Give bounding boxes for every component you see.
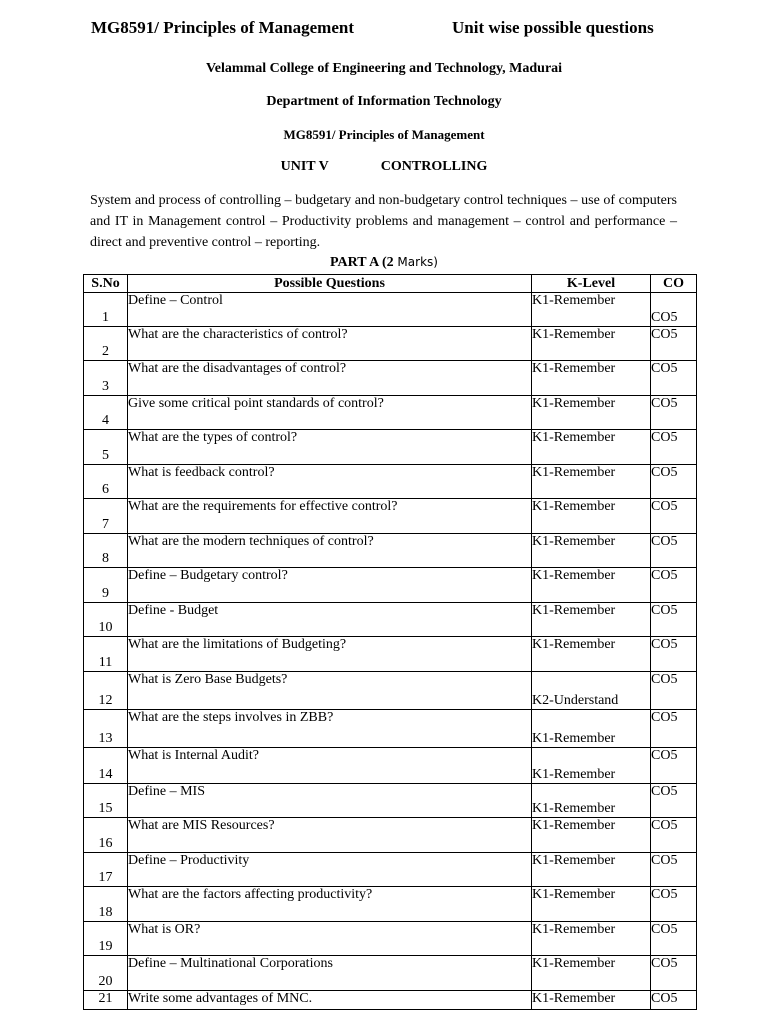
row-question: Define – Multinational Corporations [128, 956, 532, 991]
unit-number: UNIT V [280, 159, 329, 174]
row-sno: 21 [84, 991, 128, 1010]
row-co: CO5 [651, 396, 697, 430]
row-question: Define – Budgetary control? [128, 568, 532, 603]
row-klevel: K1-Remember [532, 991, 651, 1010]
row-sno: 13 [84, 710, 128, 748]
table-row [84, 361, 697, 396]
table-row [84, 499, 697, 534]
row-question: Define – Productivity [128, 853, 532, 887]
table-row [84, 534, 697, 568]
row-sno: 5 [84, 430, 128, 465]
header-course-title: MG8591/ Principles of Management [91, 18, 354, 37]
row-co: CO5 [651, 887, 697, 922]
row-question: What is Zero Base Budgets? [128, 672, 532, 710]
row-question: Give some critical point standards of control? [128, 396, 532, 430]
row-klevel: K1-Remember [532, 853, 651, 887]
unit-title: CONTROLLING [380, 159, 488, 174]
row-co: CO5 [651, 465, 697, 499]
row-sno: 19 [84, 922, 128, 956]
row-sno: 8 [84, 534, 128, 568]
syllabus-paragraph: System and process of controlling – budgetary and non-budgetary control techniques – use of computers and IT in Management control – Productivity problems and management – control and performance – direct and preventive control – reporting. [90, 193, 677, 250]
college-name: Velammal College of Engineering and Technology, Madurai [205, 61, 563, 76]
row-co: CO5 [651, 327, 697, 361]
row-klevel: K1-Remember [532, 293, 651, 327]
header-klevel: K-Level [532, 275, 651, 293]
header-right-title: Unit wise possible questions [452, 18, 654, 37]
part-a-heading [0, 255, 768, 271]
row-sno: 14 [84, 748, 128, 784]
row-klevel: K1-Remember [532, 534, 651, 568]
table-body [84, 293, 697, 1010]
header-sno: S.No [84, 275, 128, 293]
row-question: What are the disadvantages of control? [128, 361, 532, 396]
row-co: CO5 [651, 818, 697, 853]
row-klevel: K1-Remember [532, 499, 651, 534]
row-question: What is feedback control? [128, 465, 532, 499]
table-row [84, 568, 697, 603]
table-row [84, 603, 697, 637]
row-klevel: K1-Remember [532, 956, 651, 991]
row-klevel: K1-Remember [532, 327, 651, 361]
row-sno: 16 [84, 818, 128, 853]
row-klevel: K1-Remember [532, 637, 651, 672]
row-question: What are MIS Resources? [128, 818, 532, 853]
table-row [84, 465, 697, 499]
table-row [84, 672, 697, 710]
header-question: Possible Questions [128, 275, 532, 293]
table-row [84, 396, 697, 430]
row-sno: 4 [84, 396, 128, 430]
row-sno: 11 [84, 637, 128, 672]
row-klevel: K1-Remember [532, 784, 651, 818]
table-row [84, 784, 697, 818]
course-line: MG8591/ Principles of Management [283, 127, 485, 142]
row-sno: 1 [84, 293, 128, 327]
table-row [84, 991, 697, 1010]
row-co: CO5 [651, 784, 697, 818]
table-row [84, 853, 697, 887]
unit-heading [0, 159, 768, 175]
header-co: CO [651, 275, 697, 293]
row-klevel: K1-Remember [532, 465, 651, 499]
part-a-prefix: PART A (2 [330, 255, 394, 270]
row-question: What are the steps involves in ZBB? [128, 710, 532, 748]
row-sno: 7 [84, 499, 128, 534]
row-co: CO5 [651, 956, 697, 991]
row-klevel: K1-Remember [532, 748, 651, 784]
row-klevel: K1-Remember [532, 603, 651, 637]
row-sno: 3 [84, 361, 128, 396]
row-sno: 15 [84, 784, 128, 818]
row-question: What is OR? [128, 922, 532, 956]
table-row [84, 922, 697, 956]
row-co: CO5 [651, 430, 697, 465]
table-row [84, 710, 697, 748]
row-question: What are the limitations of Budgeting? [128, 637, 532, 672]
department-name: Department of Information Technology [266, 94, 502, 109]
row-co: CO5 [651, 568, 697, 603]
row-co: CO5 [651, 603, 697, 637]
row-question: Define – MIS [128, 784, 532, 818]
row-co: CO5 [651, 672, 697, 710]
row-sno: 6 [84, 465, 128, 499]
row-sno: 20 [84, 956, 128, 991]
row-sno: 10 [84, 603, 128, 637]
row-question: Define - Budget [128, 603, 532, 637]
row-co: CO5 [651, 748, 697, 784]
row-sno: 18 [84, 887, 128, 922]
page-header [91, 18, 681, 42]
row-sno: 9 [84, 568, 128, 603]
row-co: CO5 [651, 534, 697, 568]
row-co: CO5 [651, 922, 697, 956]
row-klevel: K1-Remember [532, 361, 651, 396]
row-question: Define – Control [128, 293, 532, 327]
table-header-row [84, 275, 697, 293]
row-co: CO5 [651, 293, 697, 327]
table-row [84, 637, 697, 672]
row-sno: 2 [84, 327, 128, 361]
row-co: CO5 [651, 637, 697, 672]
questions-table [83, 274, 697, 1010]
row-klevel: K1-Remember [532, 887, 651, 922]
row-klevel: K1-Remember [532, 818, 651, 853]
row-question: What are the modern techniques of control? [128, 534, 532, 568]
table-row [84, 293, 697, 327]
row-question: What are the requirements for effective control? [128, 499, 532, 534]
row-question: What are the factors affecting productivity? [128, 887, 532, 922]
row-sno: 12 [84, 672, 128, 710]
row-klevel: K1-Remember [532, 396, 651, 430]
part-a-suffix: Marks) [393, 255, 438, 269]
row-klevel: K1-Remember [532, 568, 651, 603]
table-row [84, 956, 697, 991]
table-row [84, 327, 697, 361]
row-question: What are the characteristics of control? [128, 327, 532, 361]
row-sno: 17 [84, 853, 128, 887]
table-row [84, 887, 697, 922]
row-co: CO5 [651, 499, 697, 534]
row-klevel: K1-Remember [532, 922, 651, 956]
row-co: CO5 [651, 991, 697, 1010]
row-co: CO5 [651, 710, 697, 748]
table-row [84, 748, 697, 784]
row-question: Write some advantages of MNC. [128, 991, 532, 1010]
table-row [84, 430, 697, 465]
row-klevel: K2-Understand [532, 672, 651, 710]
row-klevel: K1-Remember [532, 710, 651, 748]
table-row [84, 818, 697, 853]
row-co: CO5 [651, 853, 697, 887]
row-co: CO5 [651, 361, 697, 396]
row-question: What is Internal Audit? [128, 748, 532, 784]
row-question: What are the types of control? [128, 430, 532, 465]
row-klevel: K1-Remember [532, 430, 651, 465]
